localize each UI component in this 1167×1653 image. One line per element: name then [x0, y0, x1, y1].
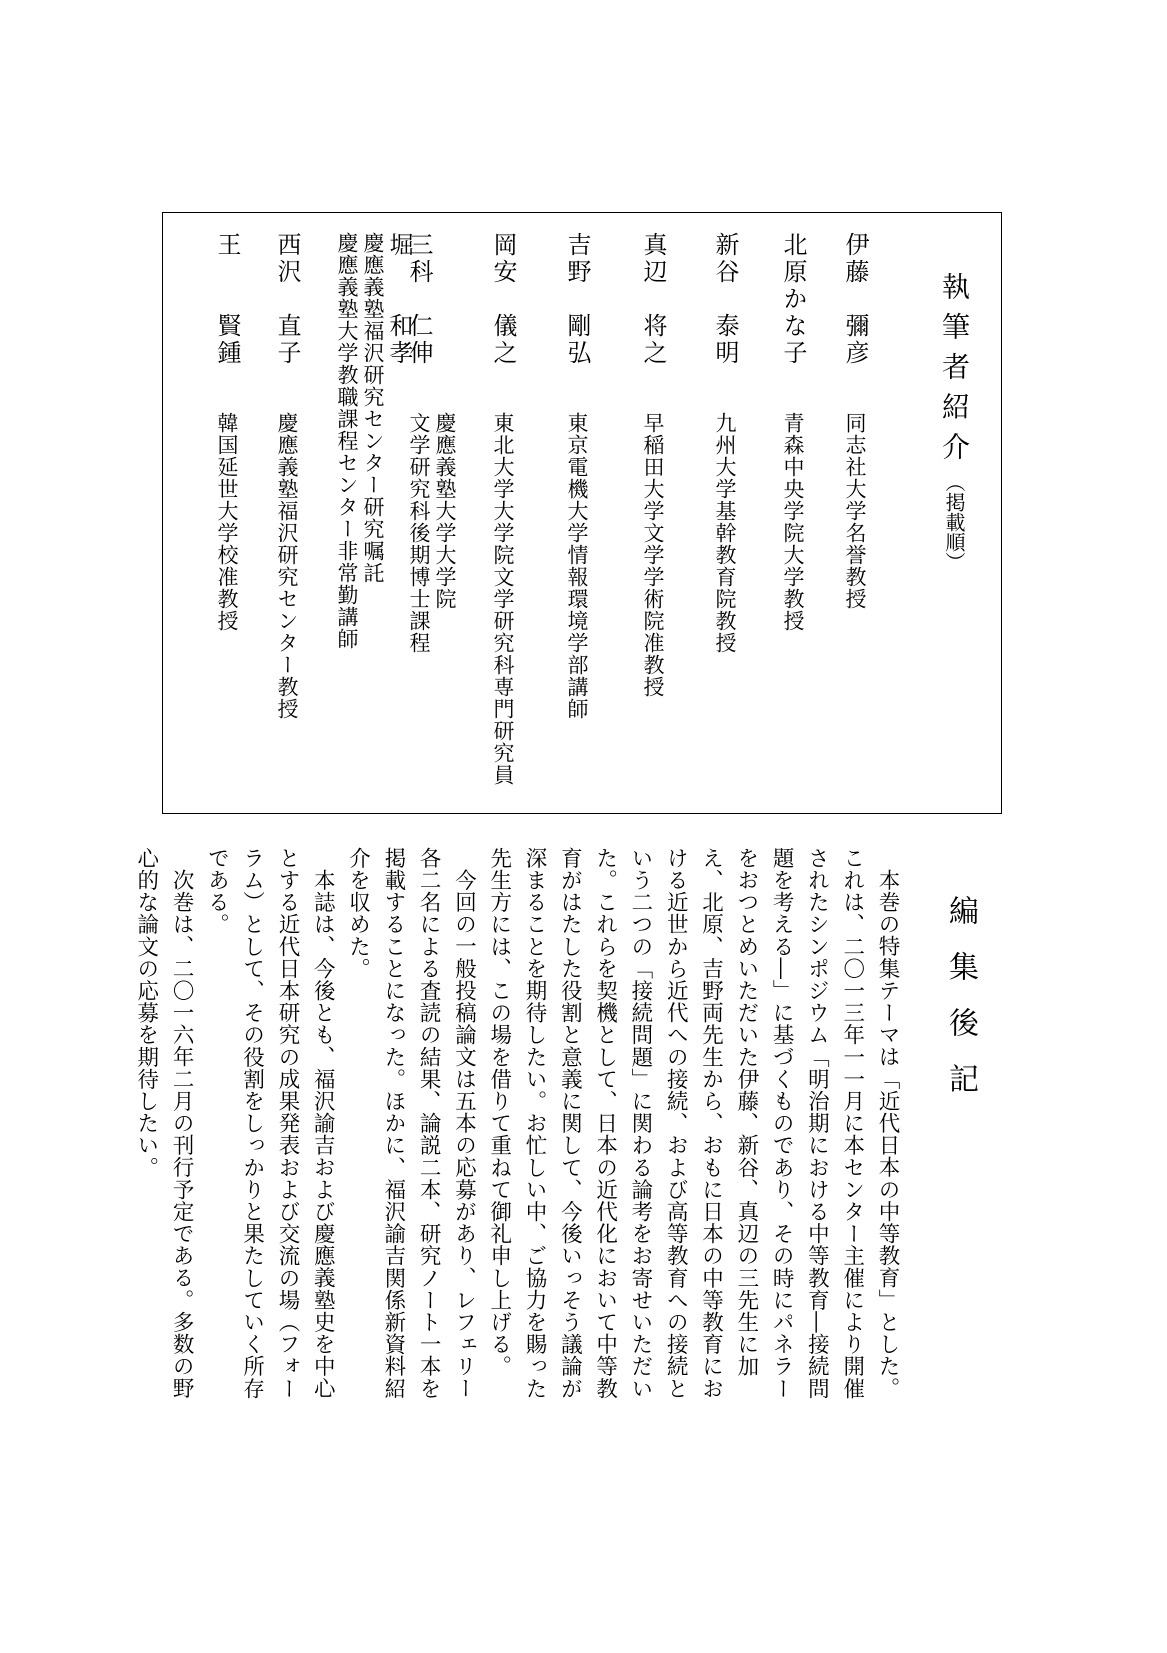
contributor-entry — [780, 232, 806, 802]
editorial-paragraph: 次巻は、二〇一六年二月の刊行予定である。多数の野心的な論文の応募を期待したい。 — [133, 847, 195, 1399]
contributor-entry — [214, 232, 240, 802]
contributor-entry — [712, 232, 738, 802]
contributors-title — [934, 272, 974, 572]
contributors-note: （掲載順） — [942, 472, 966, 572]
contributor-affiliation: 慶應義塾福沢研究センター教授 — [275, 411, 299, 720]
contributor-affiliation: 慶應義塾福沢研究センター研究嘱託 慶應義塾大学教職課程センター非常勤講師 — [335, 232, 385, 650]
contributor-name: 堀 和孝 — [385, 232, 413, 367]
contributor-affiliation: 九州大学基幹教育院教授 — [713, 411, 737, 654]
contributor-name: 吉野 剛弘 — [563, 232, 591, 367]
contributor-name: 真辺 将之 — [639, 232, 667, 367]
contributor-name: 新谷 泰明 — [711, 232, 739, 367]
contributor-entry — [564, 232, 590, 802]
contributor-entry — [640, 232, 666, 802]
contributor-affiliation: 同志社大学名誉教授 — [843, 411, 867, 610]
contributor-entry — [842, 232, 868, 802]
contributor-entry — [334, 232, 412, 802]
contributor-name: 王 賢鍾 — [213, 232, 241, 367]
contributor-affiliation: 韓国延世大学校准教授 — [215, 411, 239, 632]
contributor-name: 伊藤 彌彦 — [841, 232, 869, 367]
editorial-body — [133, 847, 905, 1402]
contributor-name: 三科 仁伸 — [405, 232, 433, 367]
contributor-entry — [490, 232, 516, 802]
contributor-affiliation: 東京電機大学情報環境学部講師 — [565, 411, 589, 720]
contributors-title-text: 執筆者紹介 — [938, 272, 971, 472]
editorial-paragraph: 今回の一般投稿論文は五本の応募があり、レフェリー各二名による査読の結果、論説二本、研究ノート一本を掲載することになった。ほかに、福沢諭吉関係新資料紹介を収めた。 — [345, 847, 477, 1400]
contributor-affiliation: 早稲田大学文学学術院准教授 — [641, 411, 665, 698]
contributor-entry — [406, 232, 458, 802]
editorial-paragraph: 本誌は、今後とも、福沢諭吉および慶應義塾史を中心とする近代日本研究の成果発表および交流の場（フォーラム）として、その役割をしっかりと果たしていく所存である。 — [204, 847, 336, 1400]
editorial-paragraph: 本巻の特集テーマは「近代日本の中等教育」とした。これは、二〇一三年一一月に本センター主催により開催されたシンポジウム「明治期における中等教育―接続問題を考える―」に基づくものであり、その時にパネラーをおつとめいただいた伊藤、新谷、真辺の三先生に加え、北原、吉野両先生から、おもに日本の中等教育における近世から近代への接続、および高等教育への接続という二つの「接続問題」に関わる論考をお寄せいただいた。これらを契機として、日本の近代化において中等教育がはたした役割と意義に関して、今後いっそう議論が深まることを期待したい。お忙しい中、ご協力を賜った先生方には、この場を借りて重ねて御礼申し上げる。 — [486, 847, 900, 1400]
contributor-name: 岡安 儀之 — [489, 232, 517, 367]
contributor-name: 西沢 直子 — [273, 232, 301, 367]
contributor-affiliation: 慶應義塾大学大学院 文学研究科後期博士課程 — [407, 411, 457, 654]
contributor-affiliation: 青森中央学院大学教授 — [781, 411, 805, 632]
contributor-entry — [274, 232, 300, 802]
contributor-name: 北原かな子 — [779, 232, 807, 367]
editorial-title: 編集後記 — [943, 895, 978, 1119]
contributor-affiliation: 東北大学大学院文学研究科専門研究員 — [491, 411, 515, 786]
